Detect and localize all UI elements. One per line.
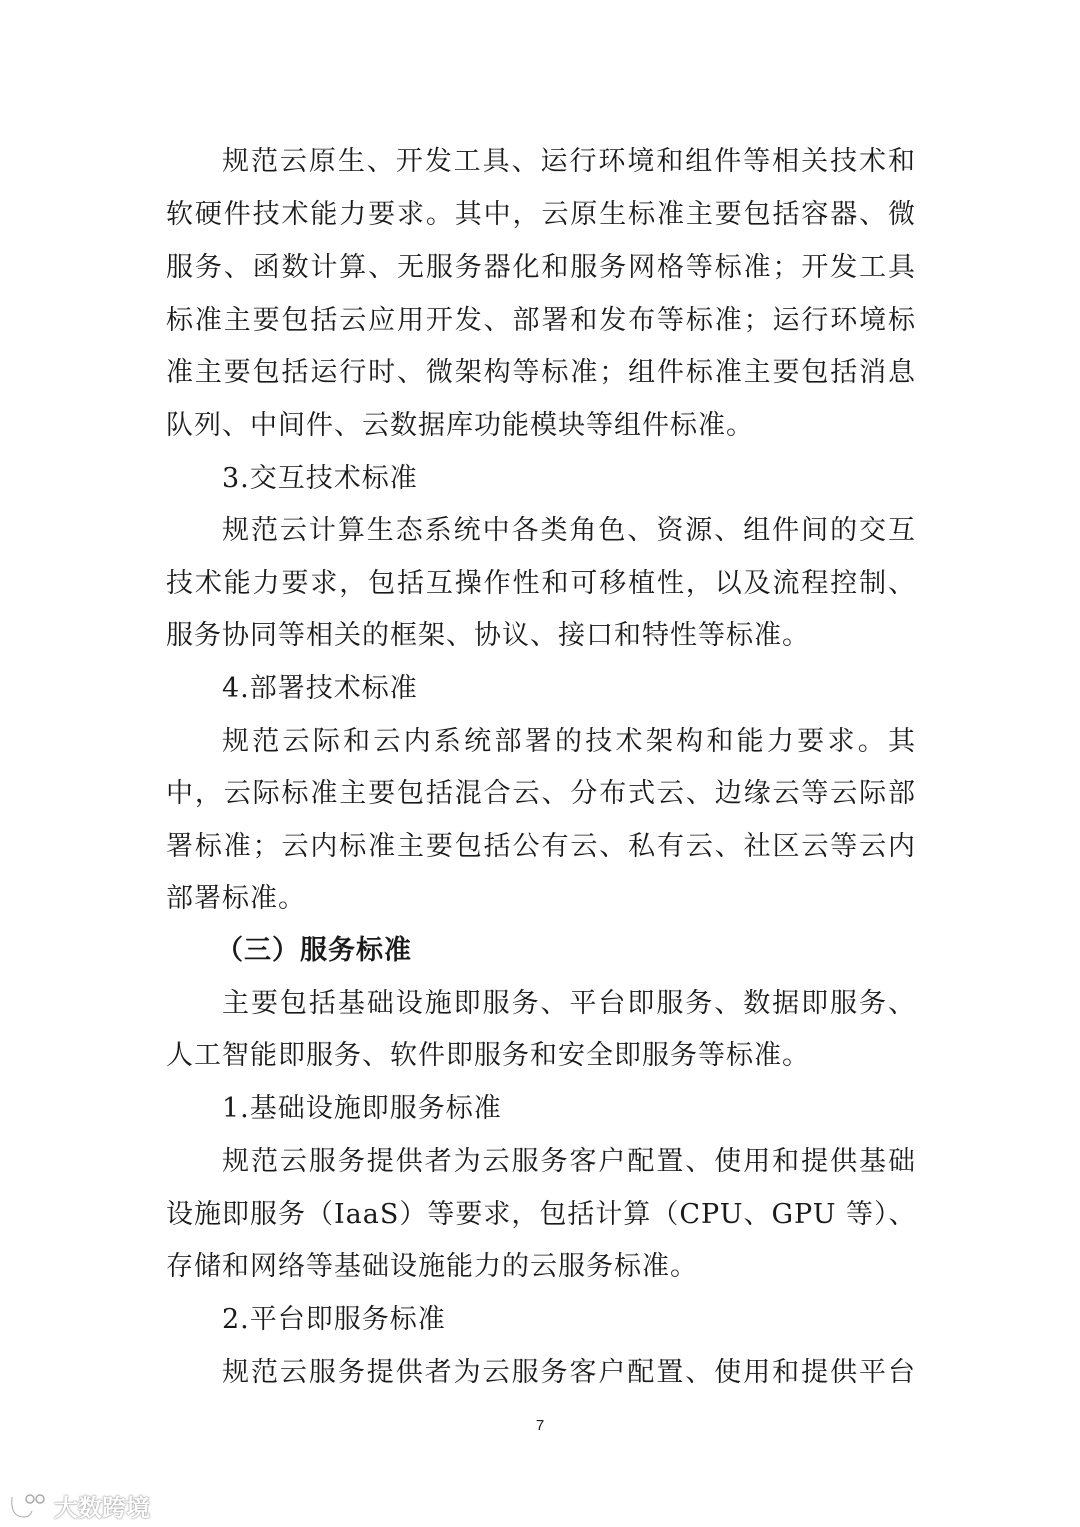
section-heading: 1.基础设施即服务标准 [222, 1093, 502, 1124]
paragraph-line: 规范云服务提供者为云服务客户配置、使用和提供平台 [222, 1357, 916, 1388]
watermark-logo-icon [8, 1491, 48, 1521]
paragraph-line: 署标准；云内标准主要包括公有云、私有云、社区云等云内 [166, 831, 916, 862]
chapter-heading: （三）服务标准 [216, 935, 412, 966]
section-heading: 4.部署技术标准 [222, 673, 418, 704]
paragraph-line: 规范云际和云内系统部署的技术架构和能力要求。其 [222, 726, 916, 757]
watermark-text: 大数跨境 [54, 1495, 150, 1522]
paragraph-line: 规范云原生、开发工具、运行环境和组件等相关技术和 [222, 146, 916, 177]
paragraph-line: 服务协同等相关的框架、协议、接口和特性等标准。 [166, 620, 810, 651]
paragraph-line: 标准主要包括云应用开发、部署和发布等标准；运行环境标 [166, 305, 916, 336]
paragraph-line: 人工智能即服务、软件即服务和安全即服务等标准。 [166, 1040, 810, 1071]
paragraph-line: 准主要包括运行时、微架构等标准；组件标准主要包括消息 [166, 357, 916, 388]
paragraph-line: 设施即服务（IaaS）等要求，包括计算（CPU、GPU 等）、 [166, 1199, 917, 1230]
paragraph-line: 规范云服务提供者为云服务客户配置、使用和提供基础 [222, 1146, 916, 1177]
paragraph-line: 服务、函数计算、无服务器化和服务网格等标准；开发工具 [166, 252, 916, 283]
paragraph-line: 软硬件技术能力要求。其中，云原生标准主要包括容器、微 [166, 199, 916, 230]
paragraph-line: 规范云计算生态系统中各类角色、资源、组件间的交互 [222, 515, 916, 546]
paragraph-line: 部署标准。 [166, 883, 306, 914]
watermark [8, 1488, 150, 1523]
page-number: 7 [535, 1417, 545, 1434]
paragraph-line: 主要包括基础设施即服务、平台即服务、数据即服务、 [222, 988, 916, 1019]
paragraph-line: 技术能力要求，包括互操作性和可移植性，以及流程控制、 [166, 568, 916, 599]
section-heading: 3.交互技术标准 [222, 463, 418, 494]
section-heading: 2.平台即服务标准 [222, 1304, 446, 1335]
paragraph-line: 队列、中间件、云数据库功能模块等组件标准。 [166, 410, 754, 441]
paragraph-line: 存储和网络等基础设施能力的云服务标准。 [166, 1251, 698, 1282]
paragraph-line: 中，云际标准主要包括混合云、分布式云、边缘云等云际部 [166, 778, 916, 809]
